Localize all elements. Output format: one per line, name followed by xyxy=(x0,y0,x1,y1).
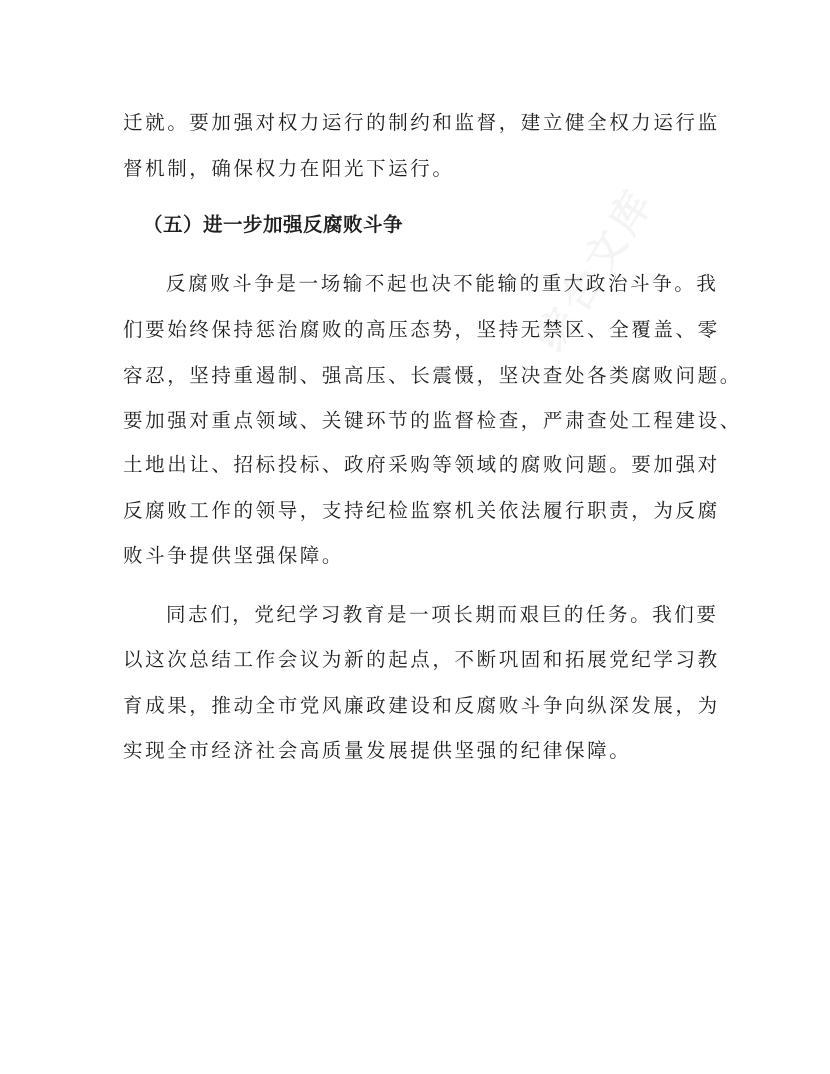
paragraph-4-line-2: 以这次总结工作会议为新的起点，不断巩固和拓展党纪学习教 xyxy=(123,648,720,671)
paragraph-4-line-3: 育成果，推动全市党风廉政建设和反腐败斗争向纵深发展，为 xyxy=(123,694,720,717)
section-heading: （五）进一步加强反腐败斗争 xyxy=(143,213,404,236)
paragraph-3-line-5: 土地出让、招标投标、政府采购等领域的腐败问题。要加强对 xyxy=(123,453,720,476)
paragraph-3-line-1: 反腐败斗争是一场输不起也决不能输的重大政治斗争。我 xyxy=(166,272,719,295)
paragraph-3-line-6: 反腐败工作的领导，支持纪检监察机关依法履行职责，为反腐 xyxy=(123,499,720,522)
paragraph-3-line-2: 们要始终保持惩治腐败的高压态势，坚持无禁区、全覆盖、零 xyxy=(123,318,720,341)
paragraph-3-line-7: 败斗争提供坚强保障。 xyxy=(123,544,345,567)
paragraph-1-line-1: 迁就。要加强对权力运行的制约和监督，建立健全权力运行监 xyxy=(123,111,720,134)
paragraph-3-line-4: 要加强对重点领域、关键环节的监督检查，严肃查处工程建设、 xyxy=(123,409,742,432)
paragraph-4-line-1: 同志们，党纪学习教育是一项长期而艰巨的任务。我们要 xyxy=(166,603,719,626)
paragraph-1-line-2: 督机制，确保权力在阳光下运行。 xyxy=(123,157,455,180)
paragraph-3-line-3: 容忍，坚持重遏制、强高压、长震慑，坚决查处各类腐败问题。 xyxy=(123,364,742,387)
paragraph-4-line-4: 实现全市经济社会高质量发展提供坚强的纪律保障。 xyxy=(123,739,632,762)
